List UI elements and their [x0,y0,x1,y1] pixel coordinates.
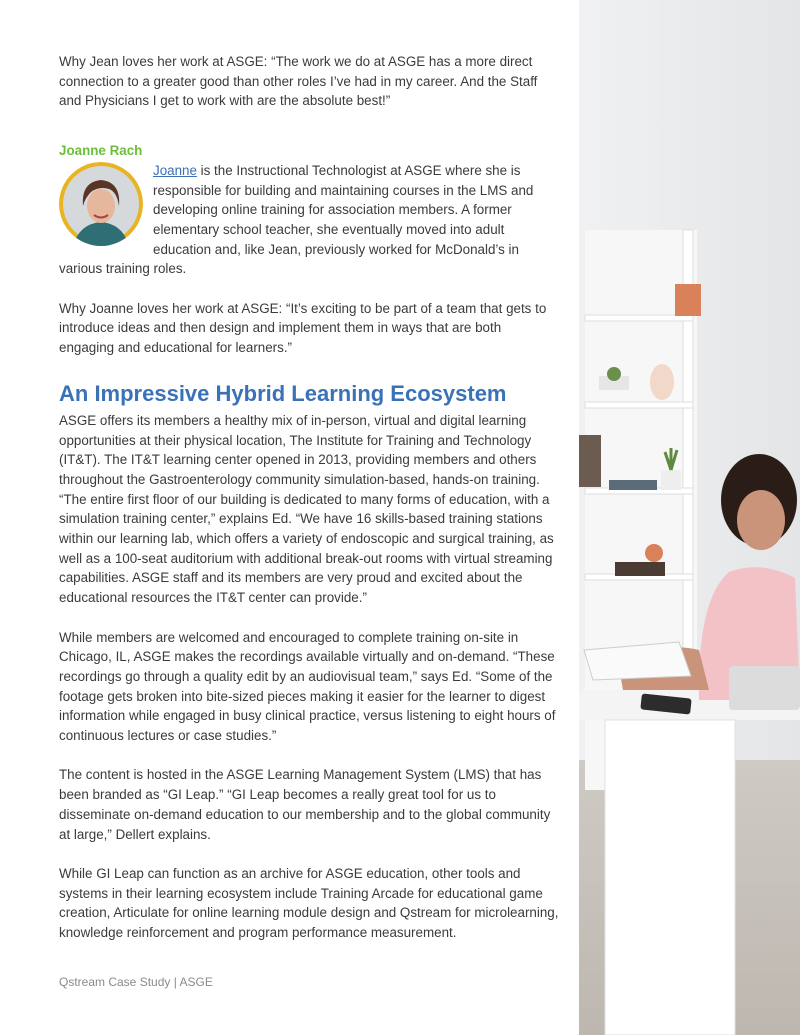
office-photo-image [579,0,800,1035]
portrait-image [59,162,143,246]
footer-text: Qstream Case Study | ASGE [59,975,213,989]
office-photo [579,0,800,1035]
joanne-bio-block [59,161,559,279]
ecosystem-paragraph-4: While GI Leap can function as an archive for ASGE education, other tools and systems in their learning ecosystem include Training Arcade for educational game creation, Articulate for online learning module design and Qstream for microlearning, knowledge reinforcement and program performance measurement. [59,865,559,941]
joanne-name-heading: Joanne Rach [59,143,143,159]
main-text-column [59,52,559,943]
ecosystem-paragraph-1: ASGE offers its members a healthy mix of in-person, virtual and digital learning opportunities at their physical location, The Institute for Training and Technology (IT&T). The IT&T learning center opened in 2013, providing members and others throughout the Gastroenterology community simulation-based, hands-on training. “The entire first floor of our building is dedicated to many forms of education, with a simulation training center,” explains Ed. “We have 16 skills-based training stations within our learning lab, which offers a variety of endoscopic and surgical training, as well as a 100-seat auditorium with additional break-out rooms with virtual streaming capabilities. ASGE staff and its members are very proud and excited about the educational resources the IT&T center can provide.” [59,412,554,606]
jean-quote-paragraph: Why Jean loves her work at ASGE: “The work we do at ASGE has a more direct connection to a greater good than other roles I’ve had in my career. And the Staff and Physicians I get to work with are the absolute best!” [59,54,538,109]
joanne-portrait [59,162,143,246]
joanne-bio-text: is the Instructional Technologist at ASGE where she is responsible for building and maintaining courses in the LMS and developing online training for association members. A former elementary school teacher, she eventually moved into adult education and, like Jean, previously worked for McDonald’s in various training roles. [59,162,534,277]
joanne-profile-link[interactable]: Joanne [153,162,197,178]
joanne-quote-paragraph: Why Joanne loves her work at ASGE: “It’s exciting to be part of a team that gets to introduce ideas and then design and implement them in ways that are both engaging and educational for learners.” [59,300,547,356]
section-heading: An Impressive Hybrid Learning Ecosystem [59,380,507,406]
ecosystem-paragraph-2: While members are welcomed and encouraged to complete training on-site in Chicago, IL, ASGE makes the recordings available virtually and on-demand. “These recordings go through a quality edit by an audiovisual team,” says Ed. “Some of the footage gets broken into bite-sized pieces making it easier for the learner to digest information while engaged in busy clinical practice, versus listening to eight hours of continuous lectures or case studies.” [59,629,556,744]
ecosystem-paragraph-3: The content is hosted in the ASGE Learning Management System (LMS) that has been branded as “GI Leap.” “GI Leap becomes a really great tool for us to disseminate on-demand education to our membership and to the global community at large,” Dellert explains. [59,767,551,842]
